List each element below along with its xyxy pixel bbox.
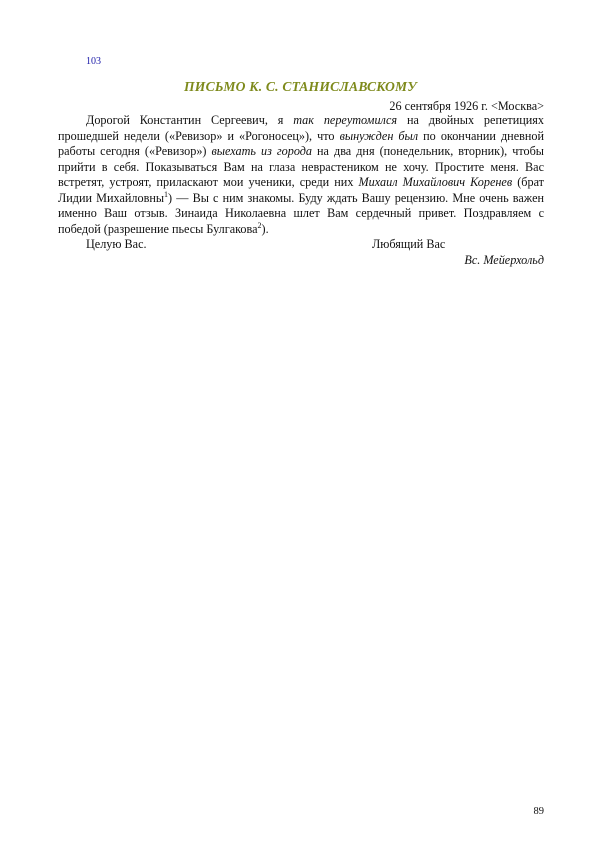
page-number: 89 xyxy=(533,806,544,817)
page-reference: 103 xyxy=(86,56,101,67)
body-text: по окончании дневной работы сегодня («Ревизор») xyxy=(58,128,544,158)
body-text: ) — Вы с ним знакомы. Буду ждать Вашу рецензию. Мне очень важен именно Ваш отзыв. Зинаида Николаевна шлет Вам сердечный привет. Поздравляем с победой (разрешение пьесы Булгакова xyxy=(58,190,544,236)
letter-body xyxy=(58,113,544,253)
footnote-marker[interactable]: 1 xyxy=(164,189,169,199)
body-paragraph xyxy=(58,113,544,237)
body-italic-text: Михаил Михайлович Коренев xyxy=(358,175,513,189)
body-italic-text: так переутомился xyxy=(293,113,398,127)
body-text: Дорогой Константин Сергеевич, я xyxy=(86,113,294,127)
closing-line: Любящий Вас xyxy=(372,237,446,251)
letter-title: ПИСЬМО К. С. СТАНИСЛАВСКОМУ xyxy=(184,79,417,94)
body-text: (брат Лидии Михайловны xyxy=(58,175,545,205)
body-paragraph: Целую Вас. xyxy=(86,237,147,251)
body-italic-text: вынужден был xyxy=(339,128,419,143)
body-italic-text: выехать из города xyxy=(211,144,313,158)
letter-date: 26 сентября 1926 г. <Москва> xyxy=(389,99,544,113)
body-text: ). xyxy=(261,221,269,236)
body-text: на два дня (понедельник, вторник), чтобы прийти в себя. Показываться Вам на глаза неврастеником не хочу. Простите меня. Вас встретят, устроят, приласкают мои ученики, среди них xyxy=(58,144,544,189)
signature: Вс. Мейерхольд xyxy=(464,253,544,267)
footnote-marker[interactable]: 2 xyxy=(257,220,262,230)
body-text: на двойных репетициях прошедшей недели («Ревизор» и «Рогоносец»), что xyxy=(58,113,544,143)
